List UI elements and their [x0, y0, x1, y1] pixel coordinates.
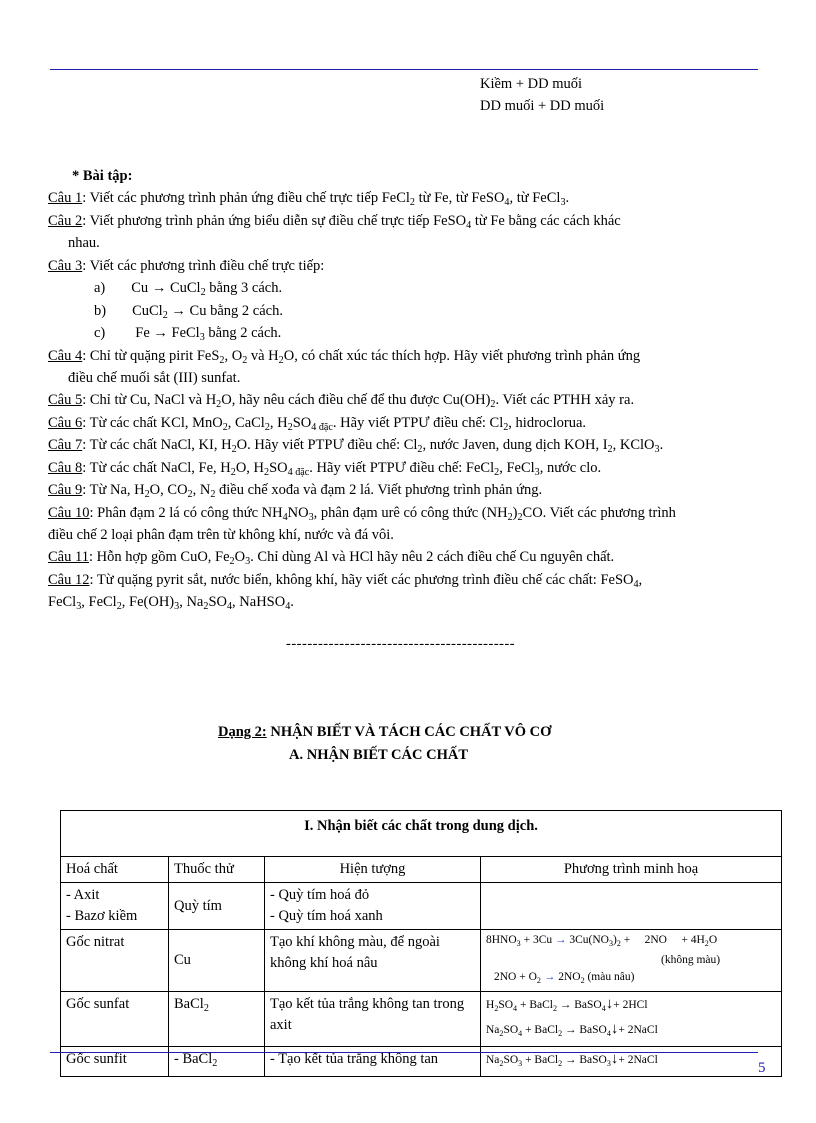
- question-10-cont: điều chế 2 loại phân đạm trên từ không khí, nước và đá vôi.: [48, 527, 394, 543]
- reagent-cell: Quỳ tím: [169, 883, 265, 930]
- section-separator: -------------------------------------------: [286, 636, 516, 652]
- chemical-cell: Gốc sunfit: [61, 1047, 169, 1077]
- arrow-icon: →: [564, 1024, 577, 1036]
- arrow-icon: →: [171, 303, 186, 319]
- precipitate-arrow-icon: ↓: [610, 1051, 619, 1067]
- phenomenon-cell: Tạo khí không màu, để ngoài không khí hoá nâu: [265, 930, 481, 992]
- question-10: Câu 10: Phân đạm 2 lá có công thức $NH_4NO_3$, phân đạm urê có công thức $(NH_2)_2CO$. Viết các phương trình: [48, 505, 676, 523]
- arrow-icon: →: [554, 934, 567, 946]
- arrow-icon: →: [151, 280, 167, 296]
- arrow-icon: →: [559, 999, 572, 1011]
- chemical-cell: Gốc nitrat: [61, 930, 169, 992]
- table-row: [61, 930, 782, 992]
- table-title: I. Nhận biết các chất trong dung dịch.: [61, 811, 782, 857]
- precipitate-arrow-icon: ↓: [610, 1021, 619, 1037]
- header-cell: Thuốc thử: [169, 857, 265, 883]
- question-7: Câu 7: Từ các chất NaCl, KI, $H_2O$. Hãy viết PTPƯ điều chế: $Cl_2$, nước Javen, dung dịch KOH, $I_2$, KClO$_3$.: [48, 437, 664, 455]
- top-line-1: Kiềm + DD muối: [480, 76, 583, 92]
- question-9: Câu 9: Từ Na, $H_2O$, $CO_2$, $N_2$ điều chế xođa và đạm 2 lá. Viết phương trình phản ứng.: [48, 482, 543, 500]
- question-4: Câu 4: Chỉ từ quặng pirit FeS$_2$, $O_2$ và $H_2O$, có chất xúc tác thích hợp. Hãy viết phương trình phản ứng: [48, 348, 641, 366]
- phenomenon-cell: - Quỳ tím hoá đỏ - Quỳ tím hoá xanh: [265, 883, 481, 930]
- section-title: Dạng 2: NHẬN BIẾT VÀ TÁCH CÁC CHẤT VÔ CƠ: [218, 724, 552, 740]
- question-12: Câu 12: Từ quặng pyrit sắt, nước biển, không khí, hãy viết các phương trình điều chế các chất: FeSO$_4$,: [48, 572, 643, 590]
- reagent-cell: BaCl$_2$: [169, 992, 265, 1047]
- question-11: Câu 11: Hỗn hợp gồm CuO, $Fe_2O_3$. Chỉ dùng Al và HCl hãy nêu 2 cách điều chế Cu nguyên chất.: [48, 549, 615, 567]
- phenomenon-cell: - Tạo kết tủa trắng không tan: [265, 1047, 481, 1077]
- precipitate-arrow-icon: ↓: [605, 996, 614, 1012]
- question-6: Câu 6: Từ các chất KCl, MnO$_2$, CaCl$_2$, $H_2SO_{4 đặc}$. Hãy viết PTPƯ điều chế: $Cl_2$, hidroclorua.: [48, 415, 587, 433]
- equation-cell: $8HNO_3 + 3Cu \to 3Cu(NO_3)_2$ + 2NO + $4H_2O$ (không màu) $2NO + O_2 \to 2NO_2$ (màu nâu): [481, 930, 782, 992]
- header-cell: Hiện tượng: [265, 857, 481, 883]
- header-rule: [50, 69, 758, 70]
- reagent-cell: Cu: [169, 930, 265, 992]
- table-header-row: [61, 857, 782, 883]
- footer-rule: [50, 1052, 758, 1053]
- question-2: Câu 2: Viết phương trình phản ứng biểu diễn sự điều chế trực tiếp FeSO$_4$ từ Fe bằng các cách khác: [48, 213, 621, 231]
- section-subtitle: A. NHẬN BIẾT CÁC CHẤT: [289, 747, 468, 763]
- arrow-icon: →: [153, 325, 168, 341]
- equation-cell: $Na_2SO_3$ + BaCl$_2$ → BaSO$_3$↓+ 2NaCl: [481, 1047, 782, 1077]
- question-3-item-a: a) Cu → CuCl$_2$ bằng 3 cách.: [94, 280, 283, 298]
- identification-table: [60, 810, 782, 1077]
- question-12-cont: FeCl$_3$, FeCl$_2$, $Fe(OH)_3$, $Na_2SO_4$, NaHSO$_4$.: [48, 594, 294, 612]
- question-3: Câu 3: Viết các phương trình điều chế trực tiếp:: [48, 258, 325, 274]
- question-3-item-b: b) CuCl$_2$ → Cu bằng 2 cách.: [94, 303, 283, 321]
- chemical-cell: Gốc sunfat: [61, 992, 169, 1047]
- question-2-cont: nhau.: [68, 235, 100, 251]
- exercise-heading: * Bài tập:: [72, 168, 133, 184]
- reagent-cell: - BaCl$_2$: [169, 1047, 265, 1077]
- question-8: Câu 8: Từ các chất NaCl, Fe, $H_2O$, $H_2SO_{4 đặc}$. Hãy viết PTPƯ điều chế: FeCl$_2$, FeCl$_3$, nước clo.: [48, 460, 602, 478]
- table-row: [61, 992, 782, 1047]
- arrow-icon: →: [543, 971, 556, 983]
- chemical-cell: - Axit - Bazơ kiềm: [61, 883, 169, 930]
- question-4-cont: điều chế muối sắt (III) sunfat.: [68, 370, 241, 386]
- top-line-2: DD muối + DD muối: [480, 98, 605, 114]
- phenomenon-cell: Tạo kết tủa trắng không tan trong axit: [265, 992, 481, 1047]
- question-3-item-c: c) Fe → FeCl$_3$ bằng 2 cách.: [94, 325, 282, 343]
- equation-cell: $H_2SO_4$ + BaCl$_2$ → BaSO$_4$↓+ 2HCl $Na_2SO_4$ + BaCl$_2$ → BaSO$_4$↓+ 2NaCl: [481, 992, 782, 1047]
- header-cell: Hoá chất: [61, 857, 169, 883]
- question-1: Câu 1: Viết các phương trình phản ứng điều chế trực tiếp FeCl$_2$ từ Fe, từ FeSO$_4$, từ FeCl$_3$.: [48, 190, 570, 208]
- table-title-row: [61, 811, 782, 857]
- equation-cell: [481, 883, 782, 930]
- arrow-icon: →: [564, 1054, 577, 1066]
- question-5: Câu 5: Chỉ từ Cu, NaCl và $H_2O$, hãy nêu cách điều chế để thu được $Cu(OH)_2$. Viết các PTHH xảy ra.: [48, 392, 635, 410]
- page-number: 5: [758, 1060, 766, 1076]
- table-row: [61, 1047, 782, 1077]
- header-cell: Phương trình minh hoạ: [481, 857, 782, 883]
- table-row: [61, 883, 782, 930]
